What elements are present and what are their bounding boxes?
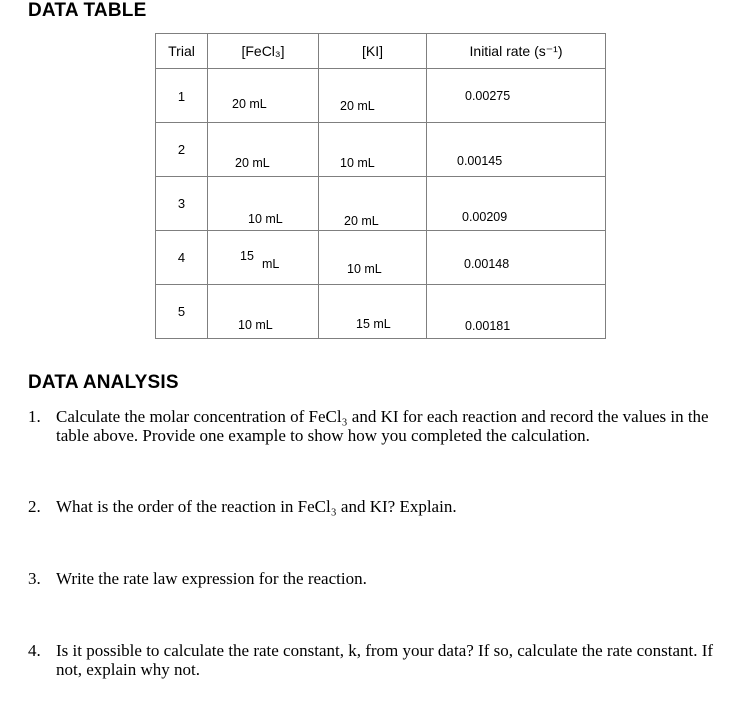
fecl3-value: 10 mL [238, 318, 273, 332]
fecl3-cell[interactable] [208, 69, 319, 123]
rate-value: 0.00209 [462, 210, 508, 224]
fecl3-cell[interactable] [208, 231, 319, 285]
table-row [156, 285, 606, 339]
question-text: Is it possible to calculate the rate constant, k, from your data? If so, calculate the rate constant. If not, explain why not. [56, 641, 714, 679]
trial-cell [156, 69, 208, 123]
rate-cell[interactable] [427, 285, 606, 339]
fecl3-cell[interactable] [208, 285, 319, 339]
rate-cell[interactable] [427, 123, 606, 177]
header-initial-rate: Initial rate (s⁻¹) [427, 34, 606, 69]
fecl3-cell[interactable] [208, 123, 319, 177]
header-fecl3: [FeCl₃] [208, 34, 319, 69]
fecl3-value: 10 mL [248, 212, 283, 226]
ki-value: 20 mL [340, 99, 375, 113]
table-row [156, 231, 606, 285]
fecl3-value-number: 15 [240, 249, 254, 263]
trial-cell [156, 177, 208, 231]
ki-cell[interactable] [319, 231, 427, 285]
trial-number: 4 [177, 250, 186, 265]
ki-cell[interactable] [319, 177, 427, 231]
rate-cell[interactable] [427, 231, 606, 285]
trial-number: 1 [177, 89, 186, 104]
ki-cell[interactable] [319, 69, 427, 123]
question-number: 3. [28, 569, 41, 588]
ki-value: 10 mL [347, 262, 382, 276]
question-number: 2. [28, 497, 41, 516]
fecl3-cell[interactable] [208, 177, 319, 231]
question-text: What is the order of the reaction in FeCl₃ and KI? Explain. [56, 497, 457, 516]
table-row [156, 123, 606, 177]
question-number: 4. [28, 641, 41, 660]
question-text: Calculate the molar concentration of FeCl₃ and KI for each reaction and record the values in the table above. Provide one example to show how you completed the calculation. [56, 407, 709, 445]
fecl3-value-unit: mL [262, 257, 280, 271]
ki-cell[interactable] [319, 285, 427, 339]
rate-value: 0.00148 [464, 257, 510, 271]
header-trial: Trial [156, 34, 208, 69]
table-header-row [156, 34, 606, 69]
table-row [156, 177, 606, 231]
data-table [155, 33, 606, 339]
rate-value: 0.00181 [465, 319, 511, 333]
rate-value: 0.00275 [465, 89, 511, 103]
table-row [156, 69, 606, 123]
trial-number: 5 [177, 304, 186, 319]
ki-cell[interactable] [319, 123, 427, 177]
trial-cell [156, 123, 208, 177]
trial-cell [156, 231, 208, 285]
question-number: 1. [28, 407, 41, 426]
trial-number: 3 [177, 196, 186, 211]
data-analysis-heading: DATA ANALYSIS [28, 372, 179, 393]
question-text: Write the rate law expression for the reaction. [56, 569, 367, 588]
rate-cell[interactable] [427, 177, 606, 231]
fecl3-value: 20 mL [235, 156, 270, 170]
ki-value: 20 mL [344, 214, 379, 228]
ki-value: 10 mL [340, 156, 375, 170]
ki-value: 15 mL [356, 317, 391, 331]
header-ki: [KI] [319, 34, 427, 69]
rate-value: 0.00145 [457, 154, 503, 168]
trial-number: 2 [177, 142, 186, 157]
trial-cell [156, 285, 208, 339]
data-table-heading: DATA TABLE [28, 0, 147, 21]
fecl3-value: 20 mL [232, 97, 267, 111]
rate-cell[interactable] [427, 69, 606, 123]
